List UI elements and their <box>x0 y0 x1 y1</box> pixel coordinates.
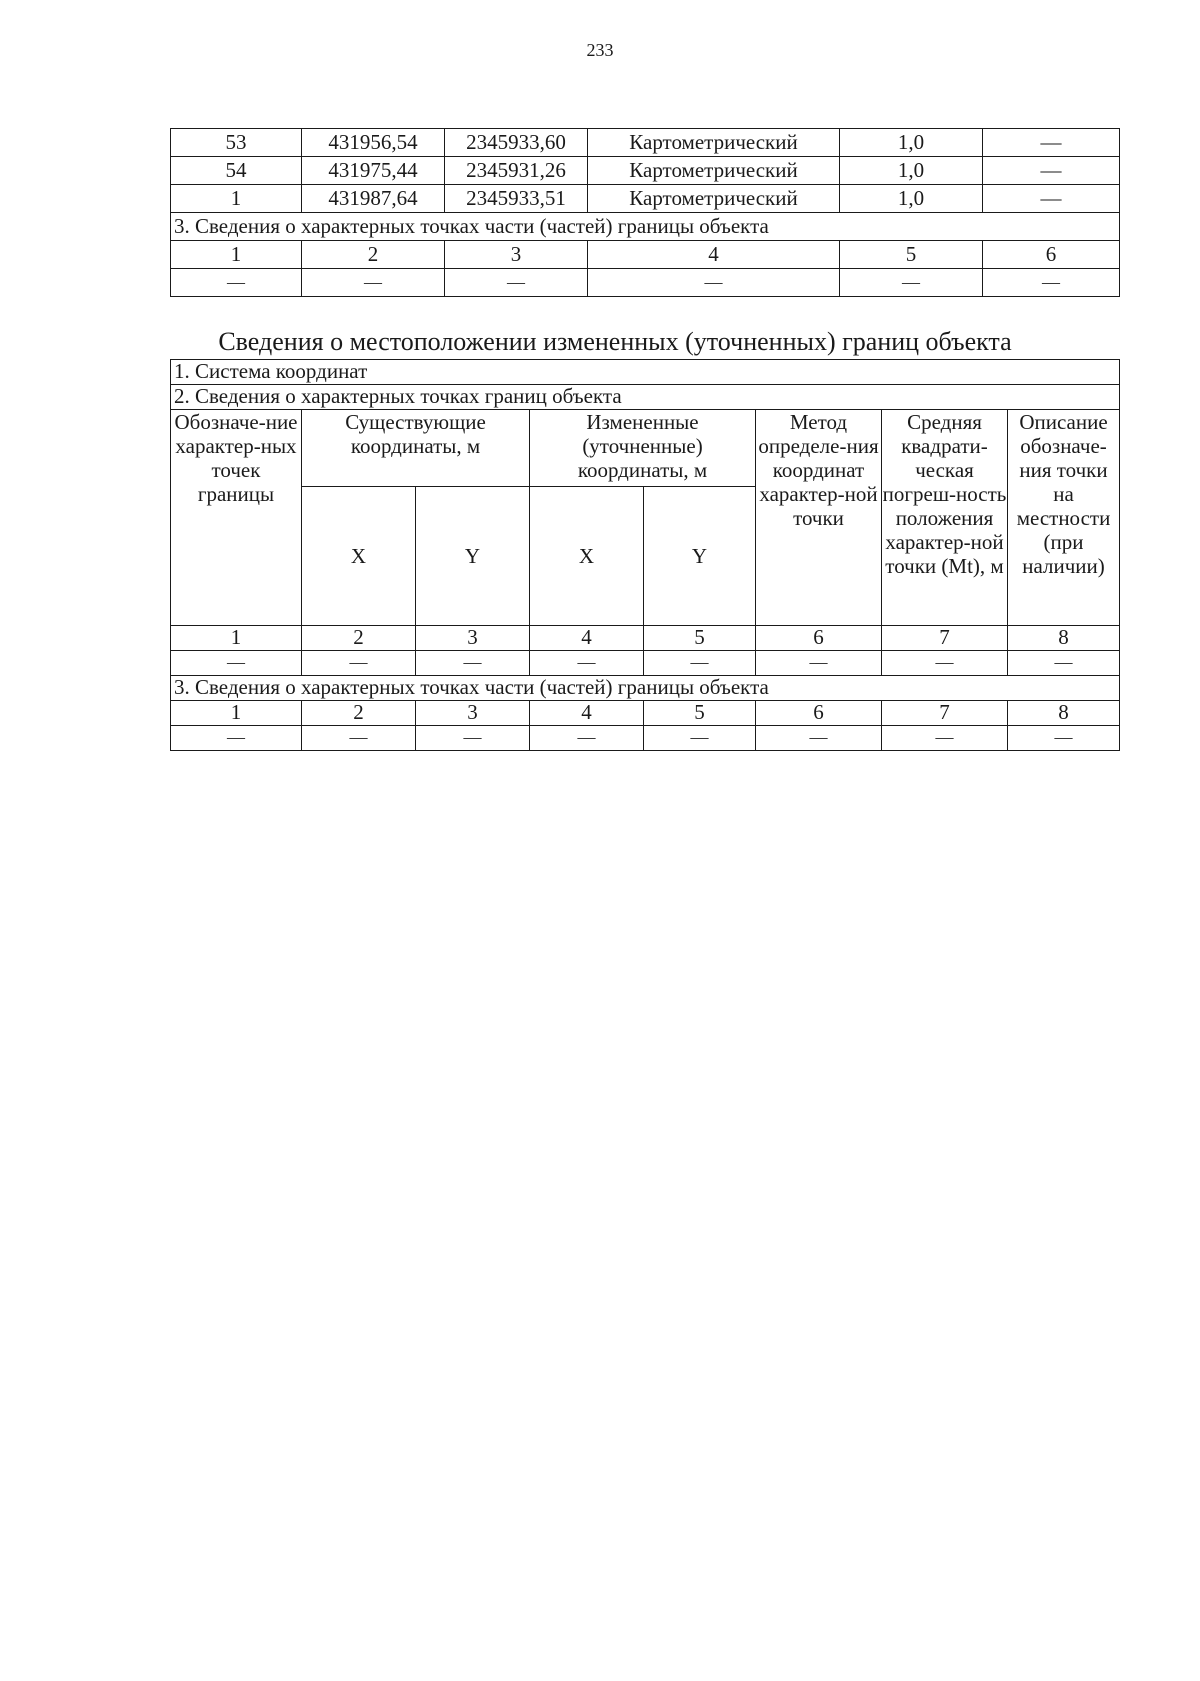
existing-x-header: X <box>302 487 416 626</box>
column-number: 3 <box>416 626 530 651</box>
column-number: 6 <box>983 241 1120 269</box>
changed-coordinates-header: Измененные (уточненные) координаты, м <box>530 410 756 487</box>
x-coordinate-cell: 431956,54 <box>302 129 445 157</box>
empty-data-row <box>171 726 1120 751</box>
empty-cell: — <box>416 726 530 751</box>
method-header: Метод определе-ния координат характер-ной точки <box>756 410 882 626</box>
empty-cell: — <box>644 726 756 751</box>
empty-cell: — <box>302 651 416 676</box>
section-heading-row <box>171 385 1120 410</box>
column-number: 6 <box>756 701 882 726</box>
empty-cell: — <box>171 269 302 297</box>
empty-cell: — <box>840 269 983 297</box>
method-cell: Картометрический <box>588 185 840 213</box>
table-row <box>171 129 1120 157</box>
boundary-points-table-continued <box>170 128 1120 297</box>
column-number: 2 <box>302 701 416 726</box>
error-cell: 1,0 <box>840 157 983 185</box>
existing-y-header: Y <box>416 487 530 626</box>
section3-title: 3. Сведения о характерных точках части (частей) границы объекта <box>171 676 1120 701</box>
column-number: 8 <box>1008 701 1120 726</box>
table-row <box>171 185 1120 213</box>
empty-cell: — <box>756 651 882 676</box>
empty-cell: — <box>416 651 530 676</box>
method-cell: Картометрический <box>588 157 840 185</box>
coordinate-system-row <box>171 360 1120 385</box>
column-number: 4 <box>588 241 840 269</box>
error-cell: 1,0 <box>840 185 983 213</box>
page-number: 233 <box>586 40 614 60</box>
empty-data-row <box>171 269 1120 297</box>
changed-x-header: X <box>530 487 644 626</box>
column-number: 2 <box>302 241 445 269</box>
y-coordinate-cell: 2345931,26 <box>445 157 588 185</box>
column-number-row <box>171 701 1120 726</box>
column-number-row <box>171 626 1120 651</box>
empty-cell: — <box>983 269 1120 297</box>
description-header: Описание обозначе-ния точки на местности (при наличии) <box>1008 410 1120 626</box>
point-number-cell: 53 <box>171 129 302 157</box>
column-number: 1 <box>171 701 302 726</box>
y-coordinate-cell: 2345933,51 <box>445 185 588 213</box>
section2-title: 2. Сведения о характерных точках границ объекта <box>171 385 1120 410</box>
section3-title: 3. Сведения о характерных точках части (частей) границы объекта <box>171 213 1120 241</box>
empty-cell: — <box>530 726 644 751</box>
empty-cell: — <box>302 269 445 297</box>
column-number: 2 <box>302 626 416 651</box>
column-number-row <box>171 241 1120 269</box>
description-cell: — <box>983 157 1120 185</box>
point-number-cell: 1 <box>171 185 302 213</box>
empty-cell: — <box>302 726 416 751</box>
empty-cell: — <box>1008 726 1120 751</box>
empty-cell: — <box>171 726 302 751</box>
column-number: 7 <box>882 626 1008 651</box>
section-heading-row <box>171 676 1120 701</box>
column-number: 5 <box>644 626 756 651</box>
changed-y-header: Y <box>644 487 756 626</box>
column-number: 3 <box>445 241 588 269</box>
error-cell: 1,0 <box>840 129 983 157</box>
column-number: 1 <box>171 626 302 651</box>
column-number: 3 <box>416 701 530 726</box>
empty-data-row <box>171 651 1120 676</box>
table-row <box>171 157 1120 185</box>
column-number: 4 <box>530 701 644 726</box>
empty-cell: — <box>644 651 756 676</box>
y-coordinate-cell: 2345933,60 <box>445 129 588 157</box>
x-coordinate-cell: 431987,64 <box>302 185 445 213</box>
point-number-cell: 54 <box>171 157 302 185</box>
x-coordinate-cell: 431975,44 <box>302 157 445 185</box>
empty-cell: — <box>1008 651 1120 676</box>
empty-cell: — <box>756 726 882 751</box>
column-number: 1 <box>171 241 302 269</box>
method-cell: Картометрический <box>588 129 840 157</box>
coordinate-system-label: 1. Система координат <box>171 360 1120 385</box>
changed-boundaries-table <box>170 359 1120 751</box>
column-number: 7 <box>882 701 1008 726</box>
empty-cell: — <box>882 651 1008 676</box>
section-title: Сведения о местоположении измененных (уточненных) границ объекта <box>218 327 1012 356</box>
empty-cell: — <box>171 651 302 676</box>
empty-cell: — <box>530 651 644 676</box>
column-number: 5 <box>840 241 983 269</box>
column-number: 8 <box>1008 626 1120 651</box>
header-row <box>171 410 1120 487</box>
column-number: 4 <box>530 626 644 651</box>
section-heading-row <box>171 213 1120 241</box>
empty-cell: — <box>588 269 840 297</box>
empty-cell: — <box>882 726 1008 751</box>
empty-cell: — <box>445 269 588 297</box>
existing-coordinates-header: Существующие координаты, м <box>302 410 530 487</box>
mean-error-header: Средняя квадрати-ческая погреш-ность положения характер-ной точки (Mt), м <box>882 410 1008 626</box>
description-cell: — <box>983 129 1120 157</box>
column-number: 5 <box>644 701 756 726</box>
description-cell: — <box>983 185 1120 213</box>
designation-header: Обозначе-ние характер-ных точек границы <box>171 410 302 626</box>
column-number: 6 <box>756 626 882 651</box>
